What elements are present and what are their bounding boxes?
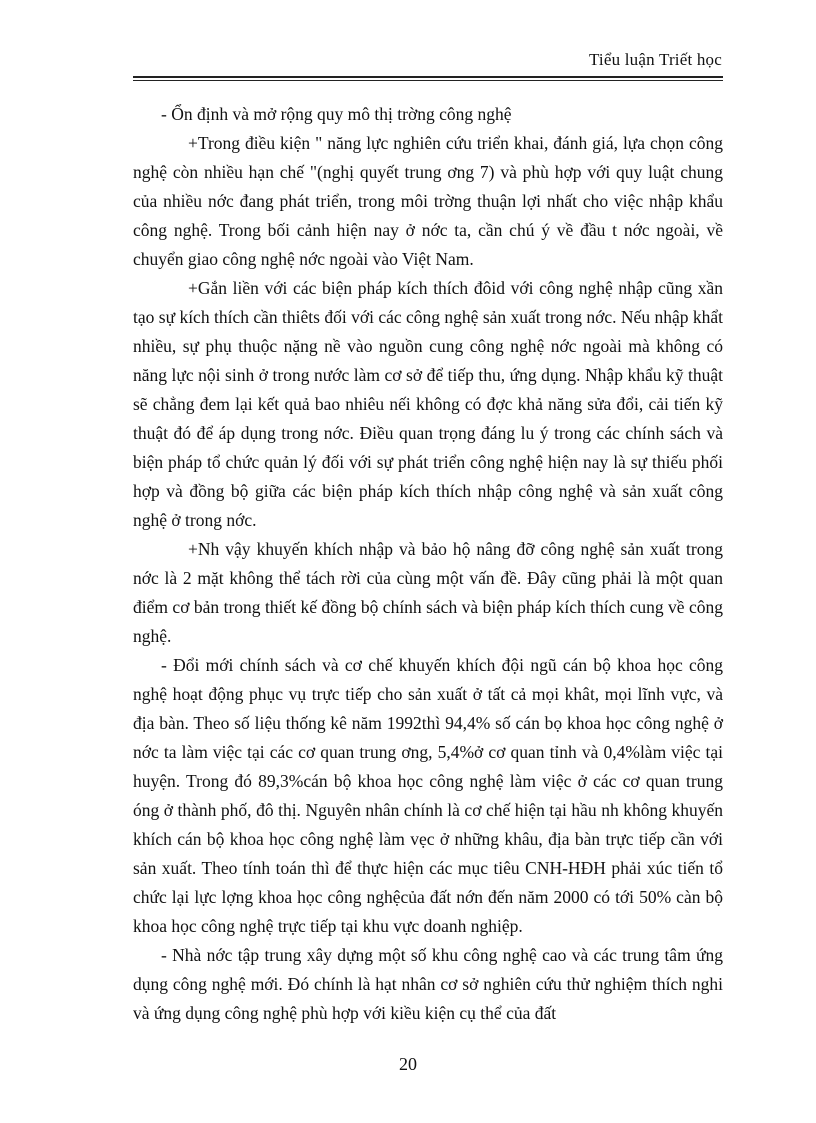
paragraph-3: +Gắn liền với các biện pháp kích thích đôid với công nghệ nhập cũng xần tạo sự kích thích cần thiêts đối với các công nghệ sản xuất trong nớc. Nếu nhập khẩt nhiều, sự phụ thuộc nặng nề vào nguồn cung công nghệ nớc ngoài mà không có năng lực nội sinh ở trong nước làm cơ sở để tiếp thu, ứng dụng. Nhập khẩu kỹ thuật sẽ chẳng đem lại kết quả bao nhiêu nếi không có đợc khả năng sửa đổi, cải tiến kỹ thuật đó để áp dụng trong nớc. Điều quan trọng đáng lu ý trong các chính sách và biện pháp tổ chức quản lý đối với sự phát triển công nghệ hiện nay là sự thiếu phối hợp và đồng bộ giữa các biện pháp kích thích nhập công nghệ và sản xuất công nghệ ở trong nớc. — [133, 278, 723, 530]
header-title: Tiểu luận Triết học — [588, 50, 722, 69]
header-rule-thin — [133, 80, 723, 81]
paragraph-6: - Nhà nớc tập trung xây dựng một số khu công nghệ cao và các trung tâm ứng dụng công nghệ mới. Đó chính là hạt nhân cơ sở nghiên cứu thử nghiệm thích nghi và ứng dụng công nghệ phù hợp với kiều kiện cụ thể của đất — [133, 945, 723, 1023]
paragraph-2: +Trong điều kiện " năng lực nghiên cứu triển khai, đánh giá, lựa chọn công nghệ còn nhiều hạn chế "(nghị quyết trung ơng 7) và phù hợp với quy luật chung của nhiều nớc đang phát triển, trong môi trờng thuận lợi nhất cho việc nhập khẩu công nghệ. Trong bối cảnh hiện nay ở nớc ta, cần chú ý về đầu t nớc ngoài, về chuyển giao công nghệ nớc ngoài vào Việt Nam. — [133, 133, 723, 269]
paragraph-4: +Nh vậy khuyến khích nhập và bảo hộ nâng đỡ công nghệ sản xuất trong nớc là 2 mặt không thể tách rời của cùng một vấn đề. Đây cũng phải là một quan điểm cơ bản trong thiết kế đồng bộ chính sách và biện pháp kích thích cung về công nghệ. — [133, 539, 723, 646]
page-number: 20 — [399, 1054, 417, 1074]
header-rule — [133, 76, 723, 78]
paragraph-1: - Ổn định và mở rộng quy mô thị trờng công nghệ — [161, 104, 512, 124]
paragraph-5: - Đổi mới chính sách và cơ chế khuyến khích đội ngũ cán bộ khoa học công nghệ hoạt động phục vụ trực tiếp cho sản xuất ở tất cả mọi khât, mọi lĩnh vực, và địa bàn. Theo số liệu thống kê năm 1992thì 94,4% số cán bọ khoa học công nghệ ở nớc ta làm việc tại các cơ quan trung ơng, 5,4%ở cơ quan tỉnh và 0,4%làm việc tại huyện. Trong đó 89,3%cán bộ khoa học công nghệ làm việc ở các cơ quan trung óng ở thành phố, đô thị. Nguyên nhân chính là cơ chế hiện tại hầu nh không khuyến khích cán bộ khoa học công nghệ làm vẹc ở những khâu, địa bàn trực tiếp cần với sản xuất. Theo tính toán thì để thực hiện các mục tiêu CNH-HĐH phải xúc tiến tổ chức lại lực lợng khoa học công nghệcủa đất nớn đến năm 2000 có tới 50% càn bộ khoa học công nghệ trực tiếp tại khu vực doanh nghiệp. — [133, 655, 723, 936]
document-body — [133, 100, 723, 1028]
